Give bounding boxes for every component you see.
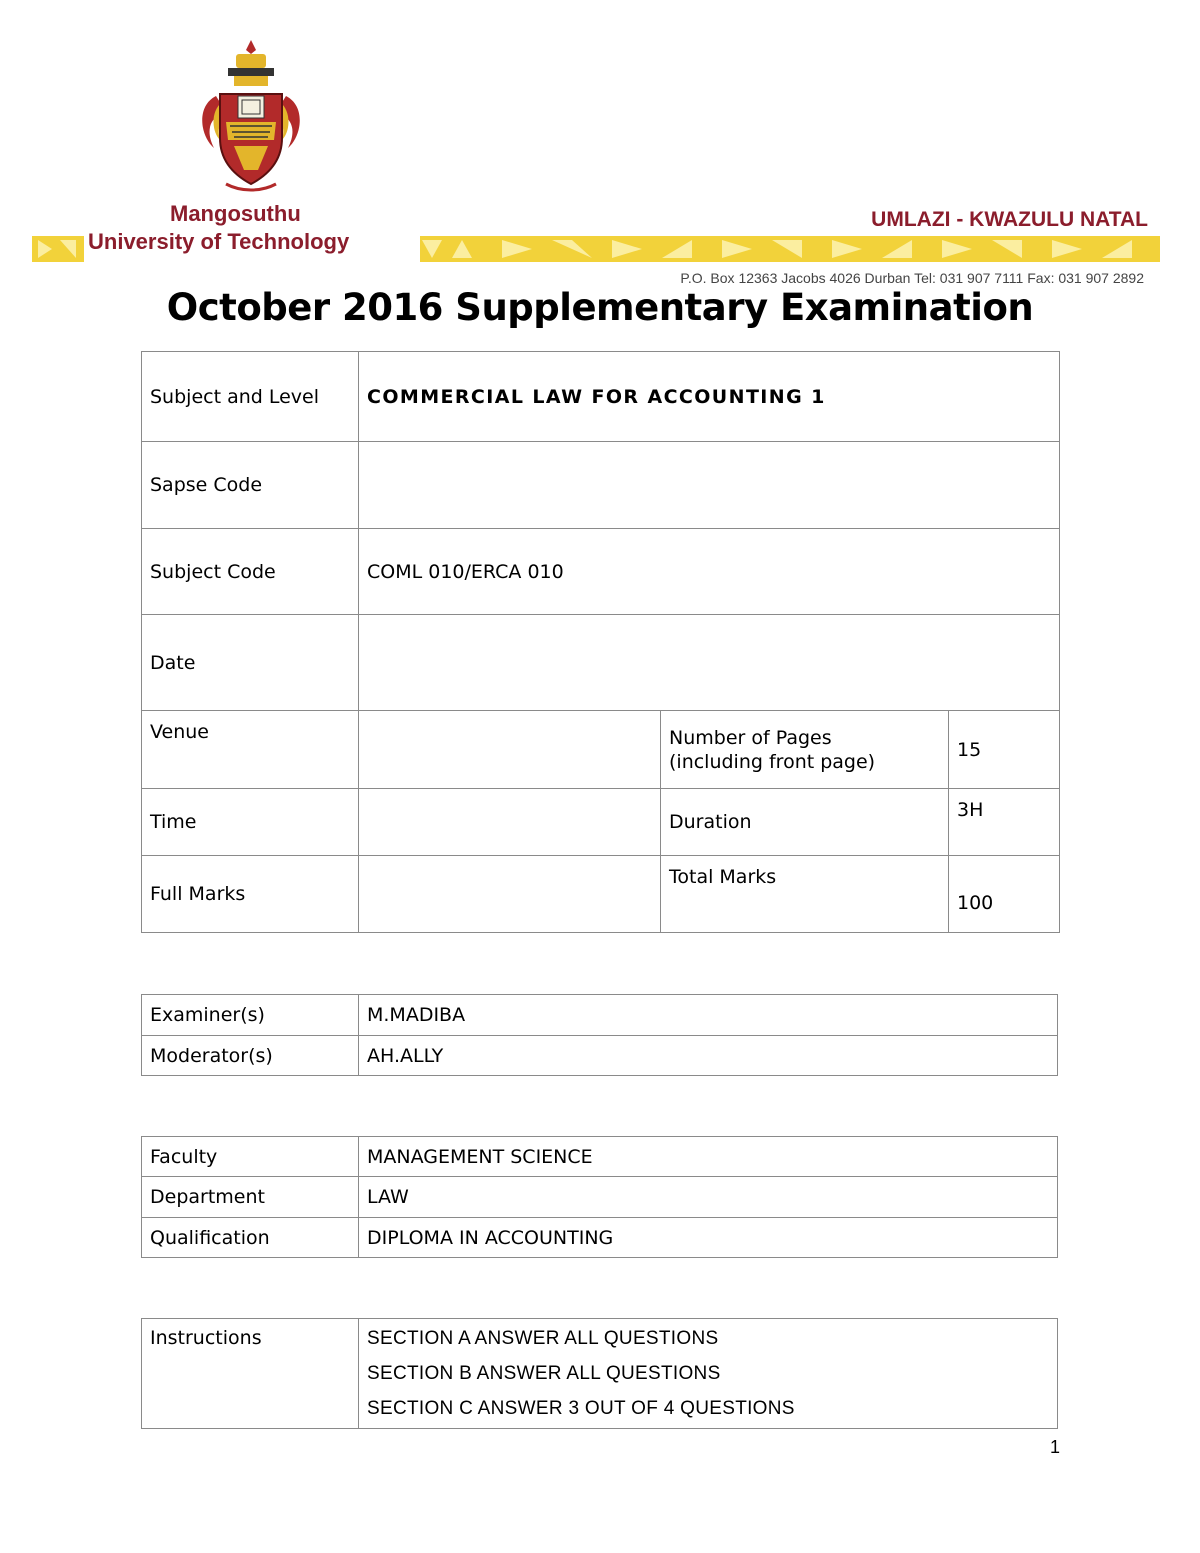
subject-code-value: COML 010/ERCA 010 — [359, 529, 1060, 615]
exam-title: October 2016 Supplementary Examination — [166, 286, 1034, 329]
pages-label — [661, 711, 949, 789]
contact-info: P.O. Box 12363 Jacobs 4026 Durban Tel: 031 907 7111 Fax: 031 907 2892 — [680, 270, 1144, 286]
pages-label-line2: (including front page) — [669, 750, 876, 773]
university-name-line2: University of Technology — [88, 229, 350, 254]
full-marks-value — [359, 856, 661, 933]
table-row — [142, 789, 1060, 856]
university-name-line1: Mangosuthu — [170, 201, 301, 226]
time-label: Time — [142, 789, 359, 856]
pages-value: 15 — [949, 711, 1060, 789]
moderator-label: Moderator(s) — [142, 1036, 359, 1076]
instruction-line: SECTION B ANSWER ALL QUESTIONS — [367, 1363, 721, 1384]
time-value — [359, 789, 661, 856]
examiner-value: M.MADIBA — [359, 995, 1058, 1036]
instructions-list — [359, 1319, 1058, 1429]
moderator-value: AH.ALLY — [359, 1036, 1058, 1076]
subject-label: Subject and Level — [142, 352, 359, 442]
table-row — [142, 615, 1060, 711]
qualification-label: Qualification — [142, 1218, 359, 1258]
table-row — [142, 1036, 1058, 1076]
table-row — [142, 529, 1060, 615]
sapse-value — [359, 442, 1060, 529]
table-row — [142, 711, 1060, 789]
full-marks-label: Full Marks — [142, 856, 359, 933]
qualification-value: DIPLOMA IN ACCOUNTING — [359, 1218, 1058, 1258]
sapse-label: Sapse Code — [142, 442, 359, 529]
location-text: UMLAZI - KWAZULU NATAL — [871, 208, 1148, 231]
department-label: Department — [142, 1177, 359, 1218]
table-row — [142, 1177, 1058, 1218]
duration-label: Duration — [661, 789, 949, 856]
table-row — [142, 352, 1060, 442]
university-crest-icon — [196, 36, 306, 192]
table-row — [142, 442, 1060, 529]
faculty-value: MANAGEMENT SCIENCE — [359, 1137, 1058, 1177]
instructions-table — [141, 1318, 1058, 1429]
total-marks-value: 100 — [949, 856, 1060, 933]
examiner-label: Examiner(s) — [142, 995, 359, 1036]
duration-value: 3H — [949, 789, 1060, 856]
table-row — [142, 995, 1058, 1036]
instruction-line: SECTION C ANSWER 3 OUT OF 4 QUESTIONS — [367, 1398, 795, 1419]
pages-label-line1: Number of Pages — [669, 726, 832, 749]
venue-label: Venue — [142, 711, 359, 789]
subject-code-label: Subject Code — [142, 529, 359, 615]
date-value — [359, 615, 1060, 711]
program-table — [141, 1136, 1058, 1258]
exam-details-table — [141, 351, 1060, 933]
venue-value — [359, 711, 661, 789]
table-row — [142, 1137, 1058, 1177]
date-label: Date — [142, 615, 359, 711]
instruction-line: SECTION A ANSWER ALL QUESTIONS — [367, 1328, 719, 1349]
instructions-label: Instructions — [142, 1319, 359, 1429]
staff-table — [141, 994, 1058, 1076]
department-value: LAW — [359, 1177, 1058, 1218]
page-number: 1 — [1049, 1437, 1060, 1457]
subject-value: COMMERCIAL LAW FOR ACCOUNTING 1 — [359, 352, 1060, 442]
faculty-label: Faculty — [142, 1137, 359, 1177]
table-row — [142, 856, 1060, 933]
table-row — [142, 1218, 1058, 1258]
total-marks-label: Total Marks — [661, 856, 949, 933]
table-row — [142, 1319, 1058, 1429]
